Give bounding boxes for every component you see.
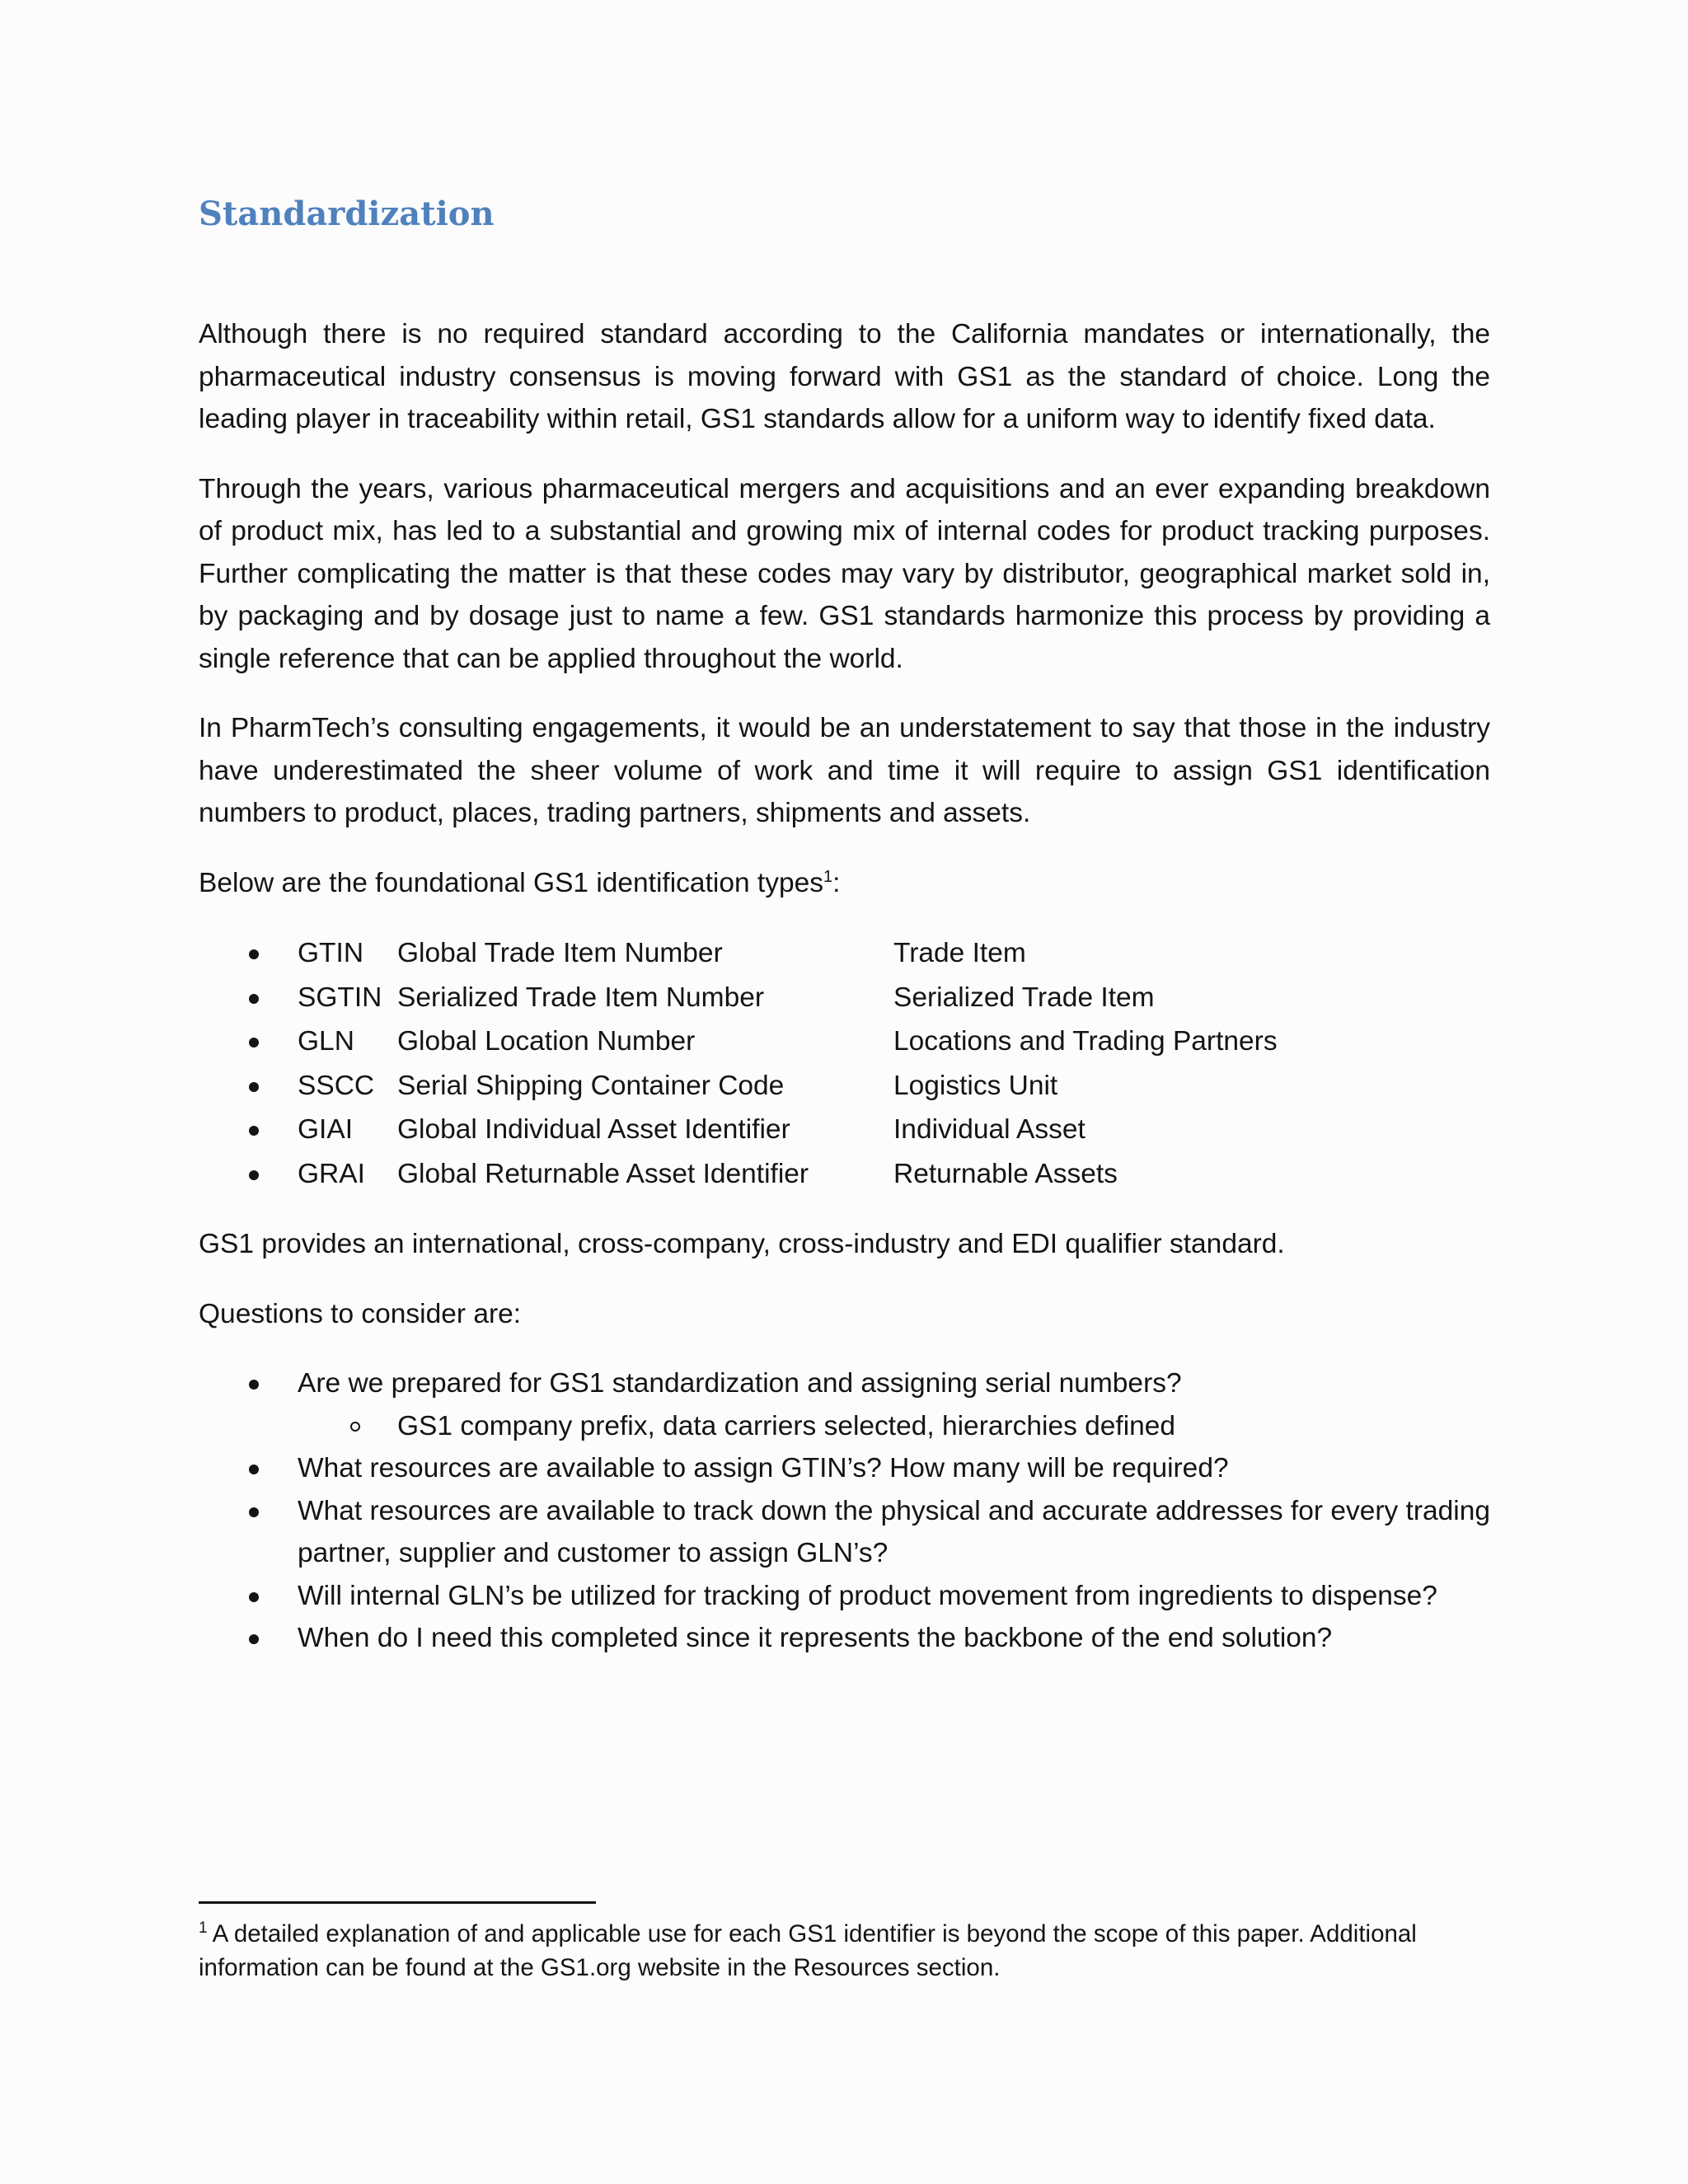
bullet-icon xyxy=(199,931,298,976)
paragraph-questions-intro: Questions to consider are: xyxy=(199,1298,522,1329)
identifier-name: Global Location Number xyxy=(397,1026,696,1057)
identifier-name: Serialized Trade Item Number xyxy=(397,982,764,1013)
list-item xyxy=(199,1152,1490,1197)
question-subitem: GS1 company prefix, data carriers selected, hierarchies defined xyxy=(298,1405,1490,1448)
bullet-icon xyxy=(199,1019,298,1064)
bullet-icon xyxy=(199,976,298,1020)
footnote-text: A detailed explanation of and applicable use for each GS1 identifier is beyond the scope of this paper. Additional information can be found at the GS1.org website in the Resources section. xyxy=(199,1920,1417,1981)
identifier-code: GIAI xyxy=(298,1114,354,1145)
paragraph-standard-intro: Although there is no required standard according to the California mandates or internationally, the pharmaceutical industry consensus is moving forward with GS1 as the standard of choice. Long the leading player in traceability within retail, GS1 standards allow for a uniform way to identify fixed data. xyxy=(199,319,1490,434)
footnote-separator xyxy=(199,1901,596,1904)
identifier-name: Global Individual Asset Identifier xyxy=(397,1114,790,1145)
question-item: What resources are available to track down the physical and accurate addresses for every trading partner, supplier and customer to assign GLN’s? xyxy=(199,1490,1490,1575)
identifier-description: Trade Item xyxy=(893,938,1026,968)
footnote xyxy=(199,1917,1490,1985)
identifier-code: GRAI xyxy=(298,1158,365,1189)
section-heading: Standardization xyxy=(199,194,495,233)
identifier-code: GTIN xyxy=(298,938,364,968)
list-item xyxy=(199,1064,1490,1108)
paragraph-id-types-intro: Below are the foundational GS1 identification types$^1$: xyxy=(199,867,841,898)
paragraph-mergers: Through the years, various pharmaceutical mergers and acquisitions and an ever expanding breakdown of product mix, has led to a substantial and growing mix of internal codes for product tracking purposes. Further complicating the matter is that these codes may vary by distributor, geographical market sold in, by packaging and by dosage just to name a few. GS1 standards harmonize this process by providing a single reference that can be applied throughout the world. xyxy=(199,473,1490,674)
list-item xyxy=(199,976,1490,1020)
bullet-icon xyxy=(199,1108,298,1152)
question-item: Will internal GLN’s be utilized for tracking of product movement from ingredients to dispense? xyxy=(199,1575,1490,1618)
identifier-description: Individual Asset xyxy=(893,1114,1085,1145)
footnote-mark: 1 xyxy=(199,1919,208,1938)
question-sublist xyxy=(298,1405,1490,1448)
bullet-icon xyxy=(199,1152,298,1197)
body-content xyxy=(199,313,1490,1660)
identifier-description: Logistics Unit xyxy=(893,1070,1058,1101)
paragraph-gs1-summary: GS1 provides an international, cross-company, cross-industry and EDI qualifier standard. xyxy=(199,1229,1285,1259)
identifier-description: Serialized Trade Item xyxy=(893,982,1155,1013)
identifier-code: GLN xyxy=(298,1026,354,1057)
questions-list xyxy=(199,1362,1490,1660)
list-item xyxy=(199,1019,1490,1064)
question-item: What resources are available to assign GTIN’s? How many will be required? xyxy=(199,1447,1490,1490)
question-item: When do I need this completed since it represents the backbone of the end solution? xyxy=(199,1617,1490,1660)
paragraph-consulting: In PharmTech’s consulting engagements, it would be an understatement to say that those in the industry have underestimated the sheer volume of work and time it will require to assign GS1 identification numbers to product, places, trading partners, shipments and assets. xyxy=(199,713,1490,828)
identifier-name: Global Returnable Asset Identifier xyxy=(397,1158,809,1189)
identifier-description: Locations and Trading Partners xyxy=(893,1026,1278,1057)
bullet-icon xyxy=(199,1064,298,1108)
identifier-code: SGTIN xyxy=(298,982,382,1013)
list-item xyxy=(199,931,1490,976)
identifier-name: Global Trade Item Number xyxy=(397,938,723,968)
footnote-reference[interactable]: 1 xyxy=(823,867,833,886)
identifier-list xyxy=(199,931,1490,1196)
question-item: Are we prepared for GS1 standardization and assigning serial numbers? GS1 company prefix, data carriers selected, hierarchies defined xyxy=(199,1362,1490,1447)
identifier-name: Serial Shipping Container Code xyxy=(397,1070,785,1101)
list-item xyxy=(199,1108,1490,1152)
identifier-description: Returnable Assets xyxy=(893,1158,1118,1189)
identifier-code: SSCC xyxy=(298,1070,375,1101)
